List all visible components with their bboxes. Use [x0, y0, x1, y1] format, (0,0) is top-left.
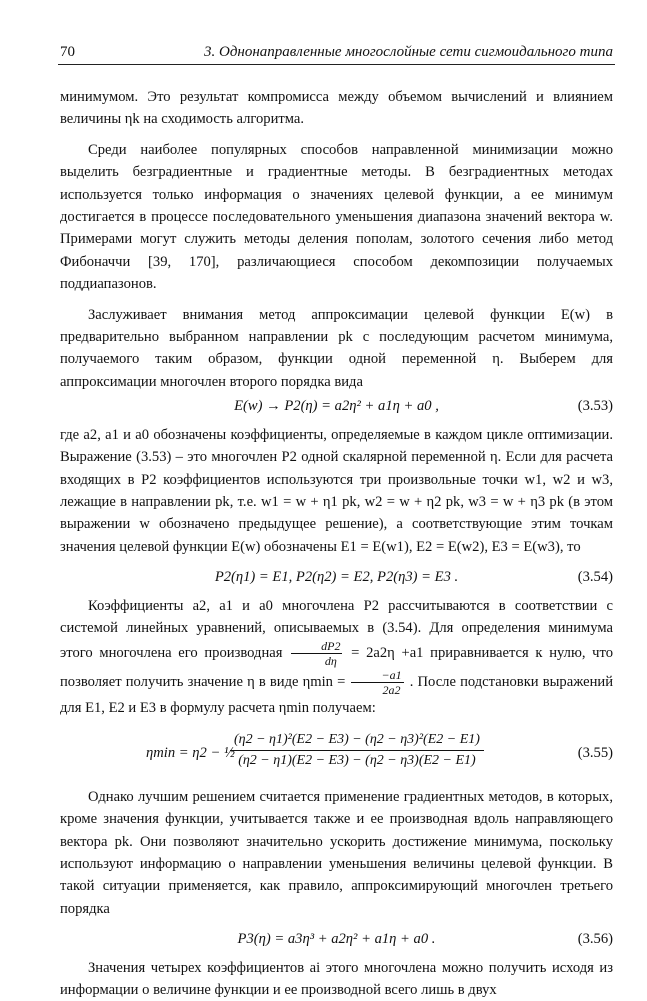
equation-3-54: P2(η1) = E1, P2(η2) = E2, P2(η3) = E3 . (3.54): [60, 566, 613, 588]
equation-number: (3.56): [577, 931, 613, 948]
running-header: 3. Однонаправленные многослойные сети сигмоидального типа: [203, 44, 613, 60]
header-rule: [58, 64, 615, 65]
eta-min-fraction: $\frac{-a1}{2a2}$: [351, 668, 403, 697]
page-body: [60, 86, 613, 1001]
equation-3-53: E(w) → P2(η) = a2η² + a1η + a0 , (3.53): [60, 395, 613, 417]
paragraph: Заслуживает внимания метод аппроксимации целевой функции E(w) в предварительно выбранном направлении pk с последующим расчетом минимума, получаемого таким образом, функции одной переменной η. Выберем для аппроксимации многочлен второго порядка вида: [60, 306, 613, 390]
paragraph: Среди наиболее популярных способов направленной минимизации можно выделить безградиентные и градиентные методы. В безградиентных методах используется только информация о значениях целевой функции, а ее минимум достигается в процессе последовательного уменьшения диапазона значений вектора w. Примерами могут служить методы деления пополам, золотого сечения либо метод Фибоначчи [39, 170], различающиеся способом декомпозиции получаемых поддиапазонов.: [60, 141, 613, 293]
paragraph: Значения четырех коэффициентов ai этого многочлена можно получить исходя из информации о величине функции и ее производной всего лишь в двух: [60, 959, 613, 998]
equation-3-56: P3(η) = a3η³ + a2η² + a1η + a0 . (3.56): [60, 928, 613, 950]
equation-3-55: ηmin = η2 − ½ (η2 − η1)²(E2 − E3) − (η2 − η3)²(E2 − E1) (η2 − η1)(E2 − E3) − (η2 − η3)(E2 − E1) (3.55): [146, 731, 613, 768]
equation-number: (3.54): [577, 569, 613, 586]
equation-number: (3.55): [577, 744, 613, 761]
paragraph: Коэффициенты a2, a1 и a0 многочлена P2 рассчитываются в соответствии с системой линейных уравнений, описываемых в (3.54). Для определения минимума этого многочлена его производная $\frac{dP2}{d\eta}$ = 2a2η +a1 приравнивается к нулю, что позволяет получить значение η в виде ηmin = $\frac{-a1}{2a2}$ . После подстановки выражений для E1, E2 и E3 в формулу расчета ηmin получаем:: [60, 597, 613, 717]
paragraph: где a2, a1 и a0 обозначены коэффициенты, определяемые в каждом цикле оптимизации. Выражение (3.53) – это многочлен P2 одной скалярной переменной η. Если для расчета входящих в P2 коэффициентов используются три произвольные точки w1, w2 и w3, лежащие в направлении pk, т.е. w1 = w + η1 pk, w2 = w + η2 pk, w3 = w + η3 pk (в этом выражении w обозначено предыдущее решение), а соответствующие этим точкам значения целевой функции E(w) обозначены E1 = E(w1), E2 = E(w2), E3 = E(w3), то: [60, 426, 613, 555]
paragraph: минимумом. Это результат компромисса между объемом вычислений и влиянием величины ηk на сходимость алгоритма.: [60, 89, 613, 128]
paragraph: Однако лучшим решением считается применение градиентных методов, в которых, кроме значения функции, учитывается также и ее производная вдоль направляющего вектора pk. Они позволяют значительно ускорить достижение минимума, поскольку используют информацию о направлении уменьшения величины целевой функции. В такой ситуации применяется, как правило, аппроксимирующий многочлен третьего порядка: [60, 788, 613, 917]
page-number: 70: [60, 44, 75, 60]
equation-number: (3.53): [577, 398, 613, 415]
derivative-fraction: $\frac{dP2}{d\eta}$: [291, 639, 342, 668]
